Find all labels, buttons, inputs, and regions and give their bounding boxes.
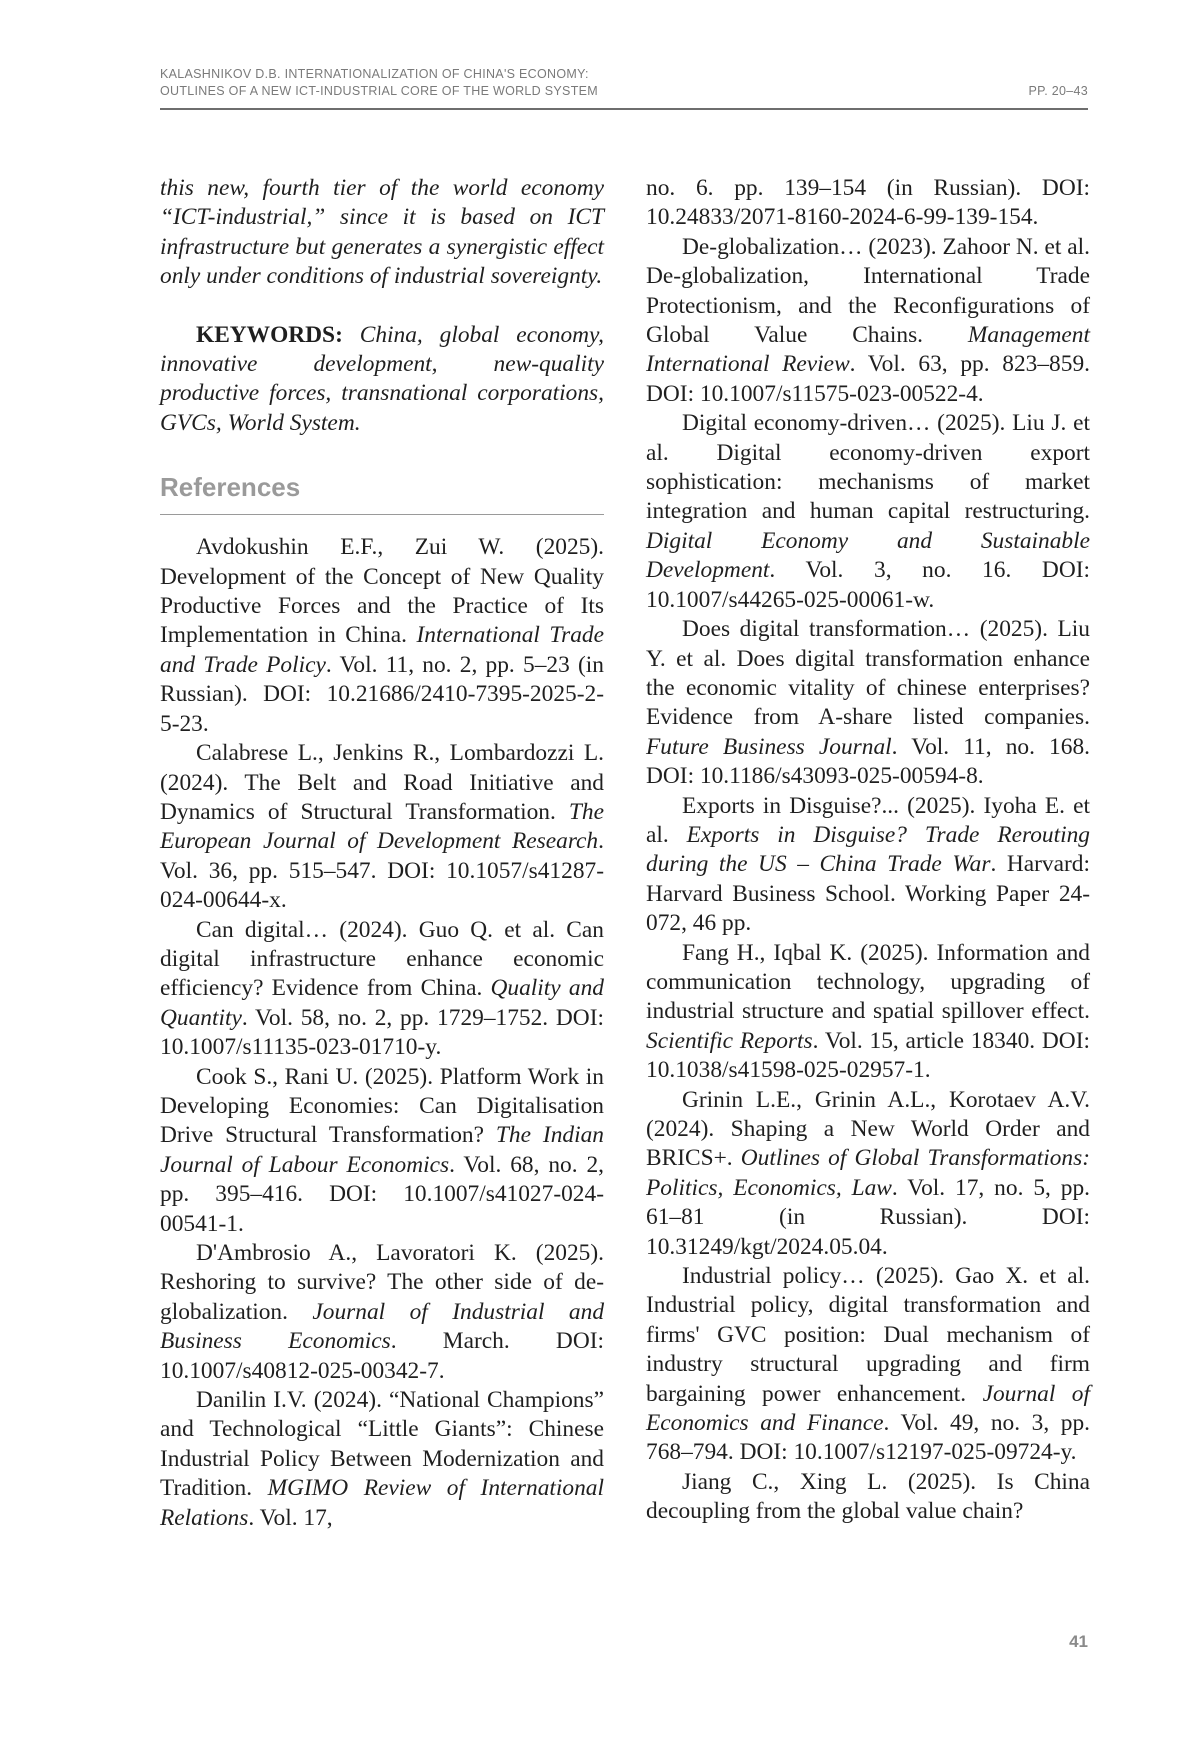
page-number: 41 — [1069, 1632, 1088, 1651]
references-heading: References — [160, 472, 301, 503]
reference-entry: Cook S., Rani U. (2025). Platform Work in Developing Economies: Can Digitalisation Drive Structural Transformation? The Indian Journal of Labour Economics. Vol. 68, no. 2, pp. 395–416. DOI: 10.1007/s41027-024-00541-1. — [160, 1063, 604, 1237]
running-head-line-2: OUTLINES OF A NEW ICT-INDUSTRIAL CORE OF THE WORLD SYSTEM — [160, 84, 598, 98]
reference-entry: D'Ambrosio A., Lavoratori K. (2025). Reshoring to survive? The other side of de-globalization. Journal of Industrial and Business Economics. March. DOI: 10.1007/s40812-025-00342-7. — [160, 1240, 605, 1384]
abstract-end: this new, fourth tier of the world economy “ICT-industrial,” since it is based on ICT infrastructure but generates a synergistic effect only under conditions of industrial sovereignty. — [160, 175, 604, 290]
keywords-label: KEYWORDS: — [196, 321, 343, 348]
reference-entry: Does digital transformation… (2025). Liu Y. et al. Does digital transformation enhance the economic vitality of chinese enterprises? Evidence from A-share listed companies. Future Business Journal. Vol. 11, no. 168. DOI: 10.1186/s43093-025-00594-8. — [646, 616, 1090, 790]
header-rule — [160, 108, 1088, 110]
reference-entry: Exports in Disguise?... (2025). Iyoha E. et al. Exports in Disguise? Trade Rerouting during the US – China Trade War. Harvard: Harvard Business School. Working Paper 24-072, 46 pp. — [646, 792, 1090, 937]
reference-entry: De-globalization… (2023). Zahoor N. et al. De-globalization, International Trade Protectionism, and the Reconfigurations of Global Value Chains. Management International Review. Vol. 63, pp. 823–859. DOI: 10.1007/s11575-023-00522-4. — [646, 233, 1090, 407]
reference-entry: Calabrese L., Jenkins R., Lombardozzi L. (2024). The Belt and Road Initiative and Dynamics of Structural Transformation. The European Journal of Development Research. Vol. 36, pp. 515–547. DOI: 10.1057/s41287-024-00644-x. — [160, 740, 604, 914]
references-rule — [160, 514, 604, 515]
running-head — [160, 66, 1088, 100]
reference-entry: Can digital… (2024). Guo Q. et al. Can digital infrastructure enhance economic efficiency? Evidence from China. Quality and Quantity. Vol. 58, no. 2, pp. 1729–1752. DOI: 10.1007/s11135-023-01710-y. — [160, 916, 604, 1061]
running-head-line-1: KALASHNIKOV D.B. INTERNATIONALIZATION OF CHINA'S ECONOMY: — [160, 67, 589, 81]
keywords — [160, 321, 604, 439]
references-left-list — [160, 533, 604, 1533]
reference-entry: Avdokushin E.F., Zui W. (2025). Development of the Concept of New Quality Productive Forces and the Practice of Its Implementation in China. International Trade and Trade Policy. Vol. 11, no. 2, pp. 5–23 (in Russian). DOI: 10.21686/2410-7395-2025-2-5-23. — [160, 534, 604, 737]
reference-entry: Fang H., Iqbal K. (2025). Information and communication technology, upgrading of industrial structure and spatial spillover effect. Scientific Reports. Vol. 15, article 18340. DOI: 10.1038/s41598-025-02957-1. — [646, 939, 1090, 1084]
reference-entry: Jiang C., Xing L. (2025). Is China decoupling from the global value chain? — [646, 1468, 1090, 1525]
keywords-text: China, global economy, innovative development, new-quality productive forces, transnational corporations, GVCs, World System. — [160, 321, 604, 436]
reference-entry: Digital economy-driven… (2025). Liu J. et al. Digital economy-driven export sophistication: mechanisms of market integration and human capital restructuring. Digital Economy and Sustainable Development. Vol. 3, no. 16. DOI: 10.1007/s44265-025-00061-w. — [646, 410, 1090, 613]
reference-continuation: no. 6. pp. 139–154 (in Russian). DOI: 10.24833/2071-8160-2024-6-99-139-154. — [646, 175, 1090, 231]
left-column — [160, 174, 604, 1533]
reference-entry: Danilin I.V. (2024). “National Champions” and Technological “Little Giants”: Chinese Industrial Policy Between Modernization and Tradition. MGIMO Review of International Relations. Vol. 17, — [160, 1387, 604, 1531]
reference-entry: Grinin L.E., Grinin A.L., Korotaev A.V. (2024). Shaping a New World Order and BRICS+. Outlines of Global Transformations: Politics, Economics, Law. Vol. 17, no. 5, pp. 61–81 (in Russian). DOI: 10.31249/kgt/2024.05.04. — [646, 1086, 1091, 1260]
right-column — [646, 174, 1090, 1527]
reference-entry: Industrial policy… (2025). Gao X. et al. Industrial policy, digital transformation and firms' GVC position: Dual mechanism of industry structural upgrading and firm bargaining power enhancement. Journal of Economics and Finance. Vol. 49, no. 3, pp. 768–794. DOI: 10.1007/s12197-025-09724-y. — [646, 1263, 1090, 1466]
running-head-pages: PP. 20–43 — [1028, 84, 1088, 98]
